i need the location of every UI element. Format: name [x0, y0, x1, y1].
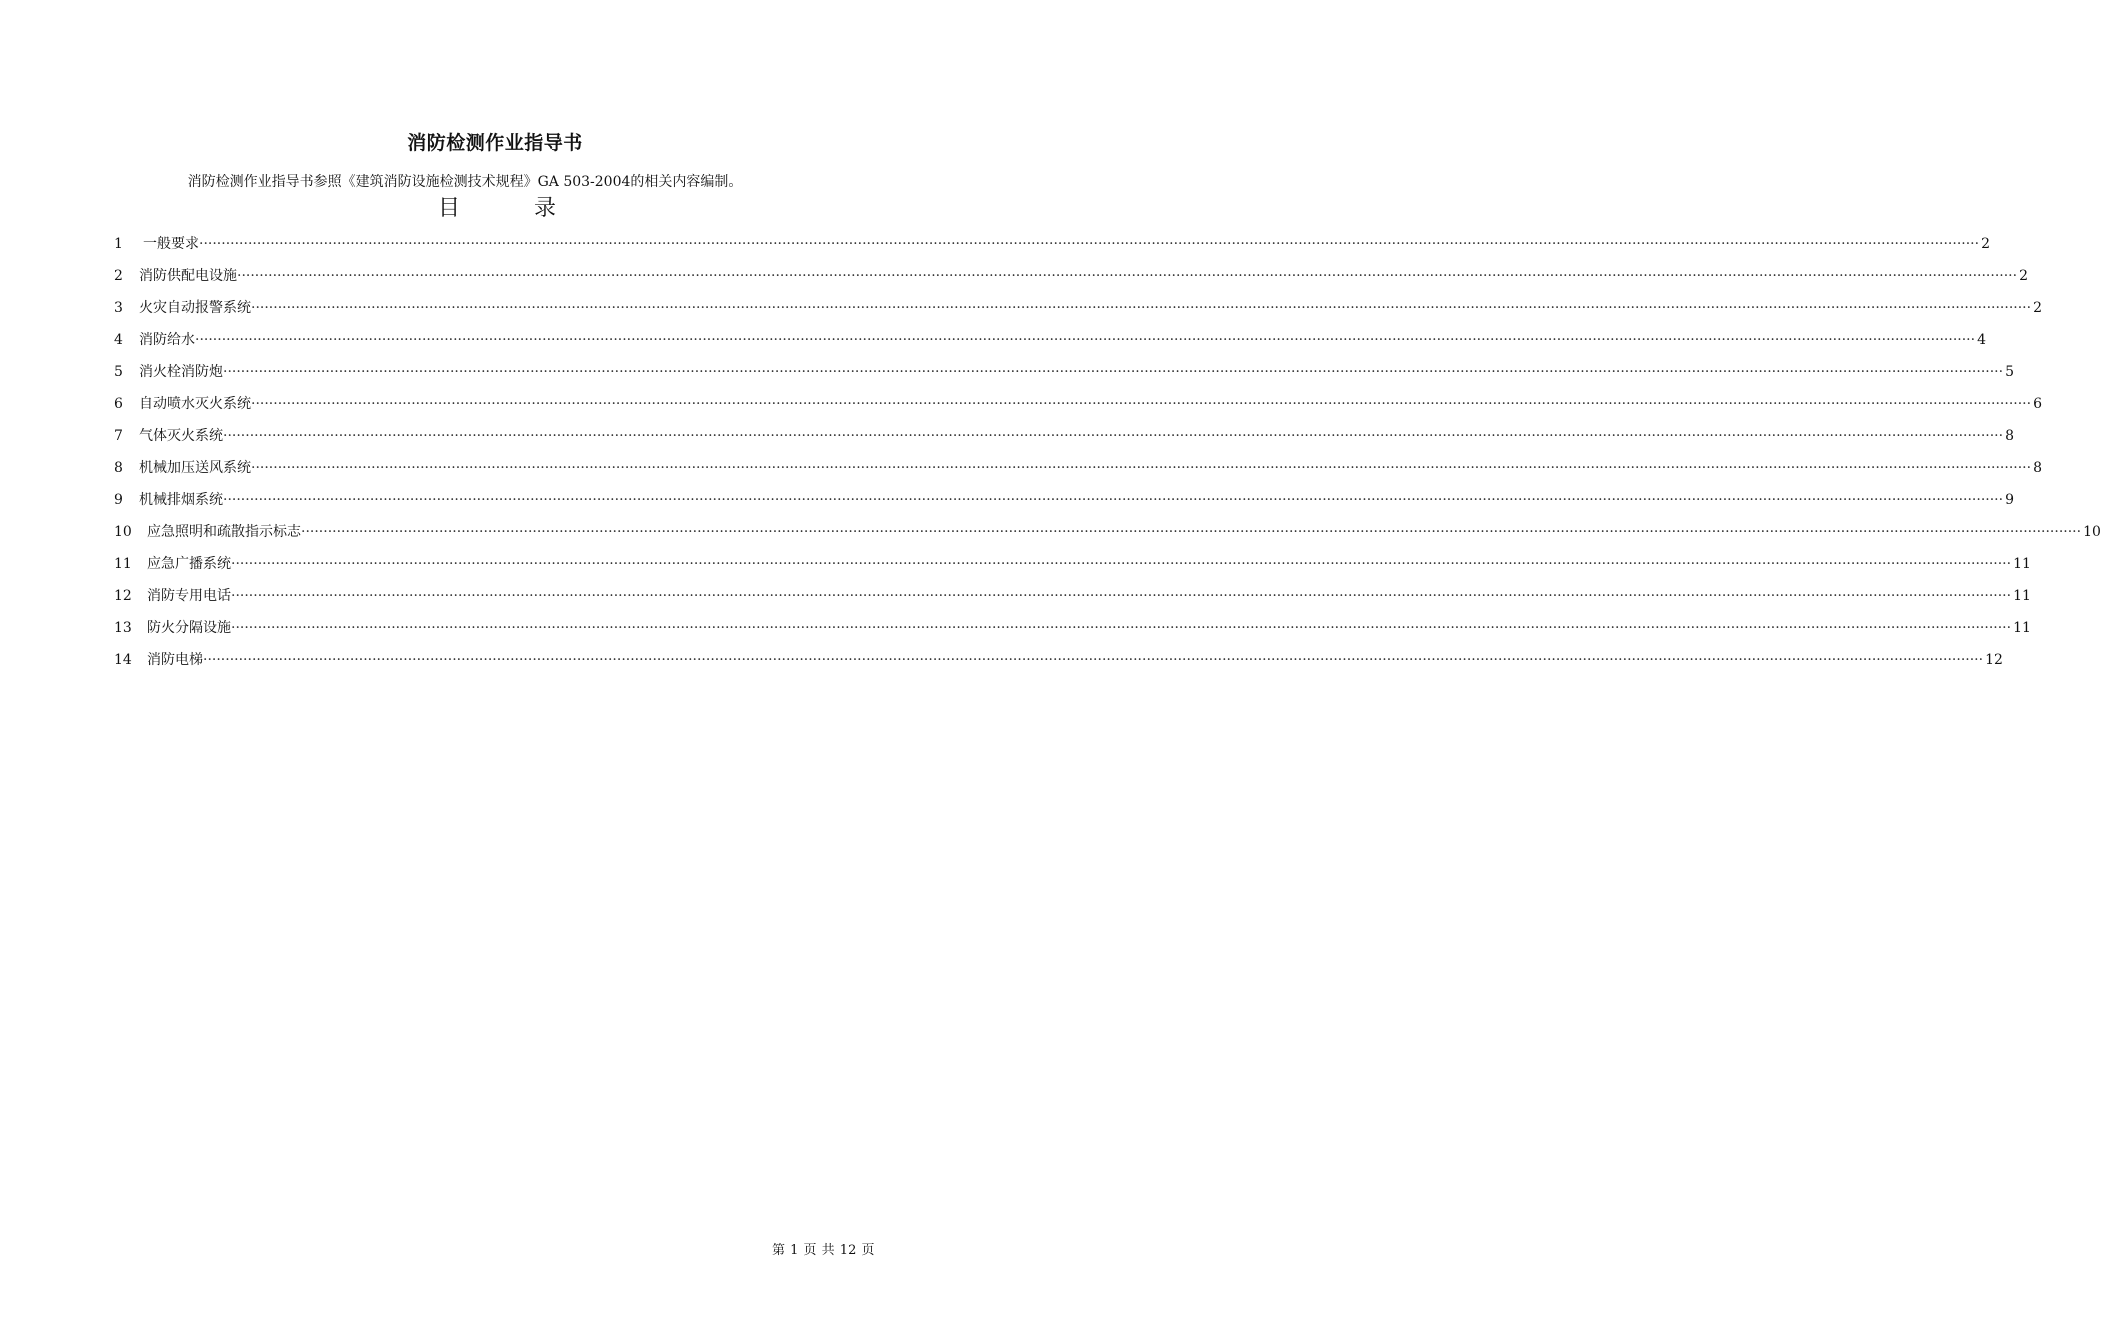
- toc-entry-leader: ················································································································································································································································································································································································································: [223, 364, 2004, 380]
- toc-entry-leader: ················································································································································································································································································································································································································: [223, 492, 2004, 508]
- toc-entry-leader: ················································································································································································································································································································································································································: [223, 428, 2004, 444]
- toc-entry-leader: ················································································································································································································································································································································································································: [251, 460, 2032, 476]
- toc-entry[interactable]: [114, 361, 2014, 393]
- toc-entry-page: 4: [1977, 332, 1986, 348]
- toc-entry-number: 1: [114, 236, 123, 252]
- toc-entry-number: 2: [114, 268, 123, 284]
- toc-entry-leader: ················································································································································································································································································································································································································: [251, 396, 2032, 412]
- toc-entry-number: 7: [114, 428, 123, 444]
- toc-entry-label: 机械排烟系统: [139, 492, 223, 508]
- toc-entry-number: 9: [114, 492, 123, 508]
- toc-entry-leader: ················································································································································································································································································································································································································: [203, 652, 1984, 668]
- toc-entry-leader: ················································································································································································································································································································································································································: [199, 236, 1980, 252]
- toc-list: [114, 233, 2101, 681]
- toc-entry[interactable]: [114, 521, 2101, 553]
- toc-entry-leader: ················································································································································································································································································································································································································: [195, 332, 1976, 348]
- toc-entry-page: 6: [2033, 396, 2042, 412]
- toc-entry[interactable]: [114, 265, 2028, 297]
- toc-entry[interactable]: [114, 393, 2042, 425]
- toc-entry-page: 11: [2013, 588, 2031, 604]
- document-title: 消防检测作业指导书: [407, 132, 583, 154]
- toc-entry[interactable]: [114, 297, 2042, 329]
- toc-entry-page: 11: [2013, 556, 2031, 572]
- toc-entry[interactable]: [114, 553, 2031, 585]
- toc-entry-leader: ················································································································································································································································································································································································································: [251, 300, 2032, 316]
- toc-entry-label: 火灾自动报警系统: [139, 300, 251, 316]
- toc-entry-leader: ················································································································································································································································································································································································································: [301, 524, 2082, 540]
- toc-entry-label: 应急照明和疏散指示标志: [147, 524, 301, 540]
- toc-entry-label: 气体灭火系统: [139, 428, 223, 444]
- toc-entry-page: 2: [2019, 268, 2028, 284]
- document-intro: 消防检测作业指导书参照《建筑消防设施检测技术规程》GA 503-2004的相关内容编制。: [187, 174, 743, 190]
- toc-entry-label: 消防供配电设施: [139, 268, 237, 284]
- toc-entry-page: 9: [2005, 492, 2014, 508]
- toc-entry-number: 4: [114, 332, 123, 348]
- toc-entry-leader: ················································································································································································································································································································································································································: [231, 620, 2012, 636]
- toc-entry-page: 8: [2033, 460, 2042, 476]
- toc-entry-number: 5: [114, 364, 123, 380]
- toc-entry-page: 2: [1981, 236, 1990, 252]
- toc-entry-label: 防火分隔设施: [147, 620, 231, 636]
- toc-entry-leader: ················································································································································································································································································································································································································: [231, 588, 2012, 604]
- toc-entry[interactable]: [114, 457, 2042, 489]
- toc-entry-page: 11: [2013, 620, 2031, 636]
- toc-entry-label: 应急广播系统: [147, 556, 231, 572]
- toc-heading: [438, 191, 568, 221]
- toc-entry-number: 11: [114, 556, 132, 572]
- toc-entry-number: 12: [114, 588, 132, 604]
- toc-entry[interactable]: [114, 233, 1990, 265]
- toc-entry-label: 消火栓消防炮: [139, 364, 223, 380]
- toc-entry[interactable]: [114, 585, 2031, 617]
- toc-entry[interactable]: [114, 617, 2031, 649]
- toc-entry[interactable]: [114, 425, 2014, 457]
- toc-entry-label: 消防专用电话: [147, 588, 231, 604]
- toc-heading-char-1: 目: [438, 196, 461, 221]
- toc-entry-page: 2: [2033, 300, 2042, 316]
- toc-entry-page: 12: [1985, 652, 2003, 668]
- toc-entry-label: 消防给水: [139, 332, 195, 348]
- toc-entry[interactable]: [114, 649, 2003, 681]
- toc-entry-number: 8: [114, 460, 123, 476]
- toc-entry-page: 8: [2005, 428, 2014, 444]
- toc-entry-number: 13: [114, 620, 132, 636]
- toc-entry-label: 一般要求: [143, 236, 199, 252]
- toc-entry-number: 6: [114, 396, 123, 412]
- toc-entry-leader: ················································································································································································································································································································································································································: [231, 556, 2012, 572]
- page-footer: 第 1 页 共 12 页: [772, 1243, 875, 1258]
- toc-entry-leader: ················································································································································································································································································································································································································: [237, 268, 2018, 284]
- toc-entry-label: 消防电梯: [147, 652, 203, 668]
- toc-entry-number: 3: [114, 300, 123, 316]
- toc-entry-number: 10: [114, 524, 132, 540]
- toc-entry-label: 自动喷水灭火系统: [139, 396, 251, 412]
- toc-heading-char-2: 录: [534, 196, 557, 221]
- toc-entry[interactable]: [114, 329, 1986, 361]
- toc-entry-label: 机械加压送风系统: [139, 460, 251, 476]
- toc-entry-page: 5: [2005, 364, 2014, 380]
- toc-entry[interactable]: [114, 489, 2014, 521]
- toc-entry-number: 14: [114, 652, 132, 668]
- toc-entry-page: 10: [2083, 524, 2101, 540]
